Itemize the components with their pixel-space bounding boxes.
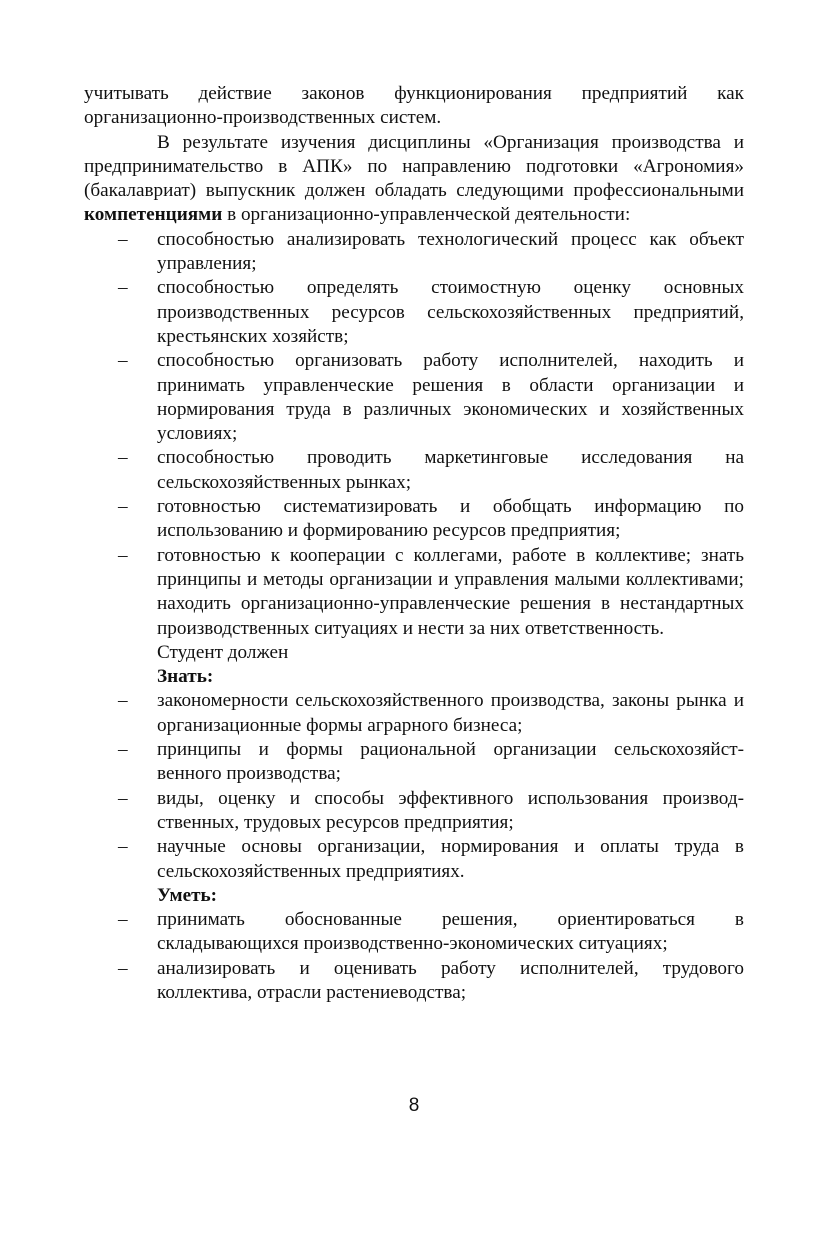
list-item bbox=[84, 446, 744, 495]
dash-marker: – bbox=[118, 690, 128, 712]
can-list bbox=[84, 908, 744, 1005]
list-item bbox=[84, 957, 744, 1006]
dash-marker: – bbox=[118, 544, 128, 566]
know-heading bbox=[84, 665, 744, 689]
list-item bbox=[84, 495, 744, 544]
list-item bbox=[84, 908, 744, 957]
list-item-text: принципы и формы рациональной организации сельскохозяйст-венного производства; bbox=[157, 739, 744, 785]
list-item-text: виды, оценку и способы эффективного использования производ-ственных, трудовых ресурсов предприятия; bbox=[157, 787, 744, 833]
list-item bbox=[84, 787, 744, 836]
dash-marker: – bbox=[118, 496, 128, 518]
competencies-list bbox=[84, 228, 744, 641]
list-item bbox=[84, 738, 744, 787]
competence-text-after: в организационно-управленческой деятельности: bbox=[222, 204, 631, 226]
list-item-text: способностью проводить маркетинговые исследования на сельскохозяйственных рынках; bbox=[157, 447, 744, 493]
list-item-text: принимать обоснованные решения, ориентироваться в складывающихся производственно-экономических ситуациях; bbox=[157, 909, 744, 955]
dash-marker: – bbox=[118, 957, 128, 979]
list-item bbox=[84, 835, 744, 884]
list-item bbox=[84, 689, 744, 738]
list-item-text: способностью анализировать технологический процесс как объект управления; bbox=[157, 228, 744, 275]
page-number: 8 bbox=[408, 1095, 420, 1116]
dash-marker: – bbox=[118, 447, 128, 469]
can-heading bbox=[84, 884, 744, 908]
intro-paragraph-tail: учитывать действие законов функционирования предприятий как организационно-производственных систем. bbox=[84, 83, 744, 129]
list-item-text: готовностью к кооперации с коллегами, работе в коллективе; знать принципы и методы организации и управления малыми коллективами; находить организационно-управленческие решения в нестандартных производственных ситуациях и нести за них ответственность. bbox=[157, 544, 744, 639]
list-item bbox=[84, 349, 744, 446]
know-heading-text: Знать: bbox=[157, 666, 214, 688]
dash-marker: – bbox=[118, 350, 128, 372]
dash-marker: – bbox=[118, 228, 128, 250]
list-item bbox=[84, 544, 744, 641]
dash-marker: – bbox=[118, 787, 128, 809]
competence-text-before: В результате изучения дисциплины «Организация производства и предпринимательство в АПК» по направлению подготовки «Агрономия» (бакалавриат) выпускник должен обладать следующими профессиональными bbox=[84, 131, 744, 202]
list-item-text: готовностью систематизировать и обобщать информацию по использованию и формированию ресурсов предприятия; bbox=[157, 496, 744, 542]
can-heading-text: Уметь: bbox=[157, 884, 218, 906]
dash-marker: – bbox=[118, 836, 128, 858]
student-must-line: Студент должен bbox=[157, 641, 289, 663]
dash-marker: – bbox=[118, 739, 128, 761]
list-item bbox=[84, 228, 744, 277]
list-item-text: закономерности сельскохозяйственного производства, законы рынка и организационные формы аграрного бизнеса; bbox=[157, 690, 744, 736]
list-item-text: способностью определять стоимостную оценку основных производственных ресурсов сельскохозяйственных предприятий, крестьянских хозяйств; bbox=[157, 277, 744, 347]
dash-marker: – bbox=[118, 909, 128, 931]
list-item-text: способностью организовать работу исполнителей, находить и принимать управленческие решения в области организации и нормирования труда в различных экономических и хозяйственных условиях; bbox=[157, 350, 744, 445]
list-item-text: анализировать и оценивать работу исполнителей, трудового коллектива, отрасли растениеводства; bbox=[157, 957, 744, 1003]
know-list bbox=[84, 689, 744, 883]
list-item bbox=[84, 276, 744, 349]
competence-keyword: компетенциями bbox=[84, 204, 223, 226]
list-item-text: научные основы организации, нормирования и оплаты труда в сельскохозяйственных предприятиях. bbox=[157, 836, 744, 882]
competence-paragraph bbox=[84, 131, 744, 228]
dash-marker: – bbox=[118, 277, 128, 299]
